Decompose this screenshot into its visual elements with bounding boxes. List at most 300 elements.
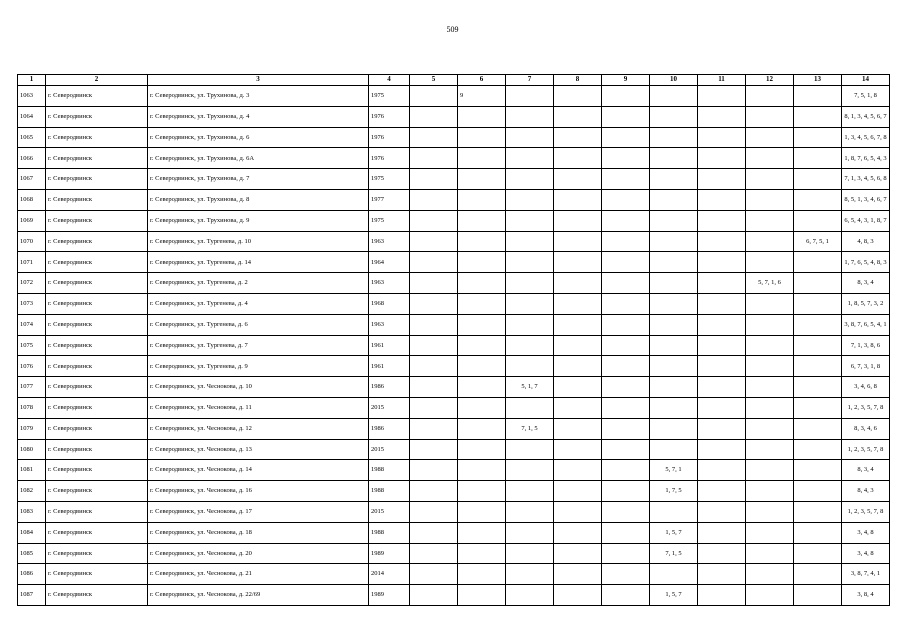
col5-cell <box>410 481 458 502</box>
col5-cell <box>410 543 458 564</box>
address-cell: г. Северодвинск, ул. Тургенева, д. 4 <box>148 293 369 314</box>
col7-cell <box>506 439 554 460</box>
col10-cell <box>650 210 698 231</box>
col10-cell <box>650 273 698 294</box>
col13-cell <box>794 106 842 127</box>
col7-cell <box>506 252 554 273</box>
col9-cell <box>602 543 650 564</box>
year-cell: 1976 <box>369 127 410 148</box>
col10-cell <box>650 148 698 169</box>
year-cell: 1963 <box>369 314 410 335</box>
col6-cell <box>458 585 506 606</box>
col10-cell <box>650 418 698 439</box>
col9-cell <box>602 460 650 481</box>
col11-cell <box>698 543 746 564</box>
table-row <box>18 231 890 252</box>
address-cell: г. Северодвинск, ул. Тургенева, д. 9 <box>148 356 369 377</box>
col12-cell <box>746 210 794 231</box>
column-header: 3 <box>148 75 369 86</box>
col7-cell <box>506 273 554 294</box>
row-number: 1063 <box>18 86 46 107</box>
row-number: 1073 <box>18 293 46 314</box>
year-cell: 2015 <box>369 501 410 522</box>
address-cell: г. Северодвинск, ул. Тургенева, д. 6 <box>148 314 369 335</box>
col13-cell <box>794 314 842 335</box>
col7-cell <box>506 231 554 252</box>
address-cell: г. Северодвинск, ул. Чеснокова, д. 18 <box>148 522 369 543</box>
col10-cell <box>650 564 698 585</box>
row-number: 1078 <box>18 397 46 418</box>
col14-cell: 3, 8, 4 <box>842 585 890 606</box>
col14-cell: 8, 4, 3 <box>842 481 890 502</box>
col8-cell <box>554 564 602 585</box>
row-number: 1070 <box>18 231 46 252</box>
settlement-cell: г. Северодвинск <box>46 377 148 398</box>
col6-cell <box>458 377 506 398</box>
col11-cell <box>698 169 746 190</box>
col8-cell <box>554 210 602 231</box>
settlement-cell: г. Северодвинск <box>46 585 148 606</box>
col10-cell <box>650 335 698 356</box>
col11-cell <box>698 293 746 314</box>
col13-cell <box>794 564 842 585</box>
row-number: 1085 <box>18 543 46 564</box>
col10-cell <box>650 293 698 314</box>
col14-cell: 3, 4, 8 <box>842 543 890 564</box>
col7-cell <box>506 481 554 502</box>
table-row <box>18 501 890 522</box>
col13-cell <box>794 293 842 314</box>
row-number: 1075 <box>18 335 46 356</box>
col13-cell <box>794 252 842 273</box>
col9-cell <box>602 231 650 252</box>
col5-cell <box>410 293 458 314</box>
row-number: 1072 <box>18 273 46 294</box>
col9-cell <box>602 522 650 543</box>
col6-cell <box>458 106 506 127</box>
settlement-cell: г. Северодвинск <box>46 148 148 169</box>
row-number: 1087 <box>18 585 46 606</box>
col9-cell <box>602 418 650 439</box>
col12-cell <box>746 501 794 522</box>
col13-cell <box>794 460 842 481</box>
col5-cell <box>410 356 458 377</box>
column-header: 11 <box>698 75 746 86</box>
address-cell: г. Северодвинск, ул. Трухинова, д. 6А <box>148 148 369 169</box>
col11-cell <box>698 460 746 481</box>
col10-cell <box>650 314 698 335</box>
col10-cell <box>650 356 698 377</box>
col13-cell <box>794 86 842 107</box>
col8-cell <box>554 522 602 543</box>
col14-cell: 6, 7, 3, 1, 8 <box>842 356 890 377</box>
year-cell: 2014 <box>369 564 410 585</box>
col8-cell <box>554 585 602 606</box>
col10-cell <box>650 439 698 460</box>
col7-cell <box>506 189 554 210</box>
settlement-cell: г. Северодвинск <box>46 127 148 148</box>
col9-cell <box>602 293 650 314</box>
col6-cell <box>458 356 506 377</box>
col9-cell <box>602 377 650 398</box>
col6-cell <box>458 169 506 190</box>
col13-cell <box>794 501 842 522</box>
col11-cell <box>698 273 746 294</box>
col12-cell <box>746 106 794 127</box>
table-row <box>18 418 890 439</box>
col5-cell <box>410 210 458 231</box>
col5-cell <box>410 501 458 522</box>
col7-cell <box>506 460 554 481</box>
col14-cell: 8, 3, 4 <box>842 460 890 481</box>
table-row <box>18 356 890 377</box>
header-row <box>18 75 890 86</box>
col8-cell <box>554 397 602 418</box>
table-row <box>18 377 890 398</box>
col8-cell <box>554 86 602 107</box>
col6-cell: 9 <box>458 86 506 107</box>
col9-cell <box>602 189 650 210</box>
year-cell: 1975 <box>369 210 410 231</box>
col14-cell: 3, 8, 7, 4, 1 <box>842 564 890 585</box>
col13-cell: 6, 7, 5, 1 <box>794 231 842 252</box>
col6-cell <box>458 397 506 418</box>
col9-cell <box>602 335 650 356</box>
year-cell: 1976 <box>369 106 410 127</box>
col5-cell <box>410 460 458 481</box>
table-row <box>18 127 890 148</box>
col14-cell: 1, 2, 3, 5, 7, 8 <box>842 439 890 460</box>
year-cell: 1989 <box>369 585 410 606</box>
col14-cell: 1, 8, 7, 6, 5, 4, 3 <box>842 148 890 169</box>
col5-cell <box>410 418 458 439</box>
col6-cell <box>458 273 506 294</box>
col7-cell <box>506 106 554 127</box>
col10-cell <box>650 106 698 127</box>
col10-cell <box>650 501 698 522</box>
col11-cell <box>698 148 746 169</box>
col13-cell <box>794 169 842 190</box>
col13-cell <box>794 481 842 502</box>
col12-cell <box>746 418 794 439</box>
page-number: 509 <box>446 25 459 34</box>
col6-cell <box>458 460 506 481</box>
col10-cell: 7, 1, 5 <box>650 543 698 564</box>
row-number: 1079 <box>18 418 46 439</box>
column-header: 10 <box>650 75 698 86</box>
address-cell: г. Северодвинск, ул. Тургенева, д. 14 <box>148 252 369 273</box>
col12-cell <box>746 293 794 314</box>
settlement-cell: г. Северодвинск <box>46 439 148 460</box>
col6-cell <box>458 481 506 502</box>
row-number: 1077 <box>18 377 46 398</box>
col6-cell <box>458 314 506 335</box>
table-row <box>18 397 890 418</box>
col10-cell <box>650 377 698 398</box>
col13-cell <box>794 418 842 439</box>
col12-cell <box>746 439 794 460</box>
year-cell: 1976 <box>369 148 410 169</box>
col7-cell <box>506 501 554 522</box>
col11-cell <box>698 252 746 273</box>
year-cell: 1988 <box>369 481 410 502</box>
col14-cell: 3, 4, 8 <box>842 522 890 543</box>
year-cell: 1964 <box>369 252 410 273</box>
year-cell: 1986 <box>369 418 410 439</box>
column-header: 1 <box>18 75 46 86</box>
row-number: 1067 <box>18 169 46 190</box>
column-header: 13 <box>794 75 842 86</box>
address-cell: г. Северодвинск, ул. Чеснокова, д. 21 <box>148 564 369 585</box>
col11-cell <box>698 397 746 418</box>
col11-cell <box>698 481 746 502</box>
col7-cell: 5, 1, 7 <box>506 377 554 398</box>
col13-cell <box>794 335 842 356</box>
col10-cell: 1, 7, 5 <box>650 481 698 502</box>
table-row <box>18 335 890 356</box>
col9-cell <box>602 585 650 606</box>
year-cell: 1975 <box>369 169 410 190</box>
col14-cell: 7, 5, 1, 8 <box>842 86 890 107</box>
col14-cell: 1, 3, 4, 5, 6, 7, 8 <box>842 127 890 148</box>
col10-cell <box>650 189 698 210</box>
table-row <box>18 585 890 606</box>
address-cell: г. Северодвинск, ул. Чеснокова, д. 11 <box>148 397 369 418</box>
table-row <box>18 273 890 294</box>
col13-cell <box>794 522 842 543</box>
col13-cell <box>794 585 842 606</box>
settlement-cell: г. Северодвинск <box>46 86 148 107</box>
address-cell: г. Северодвинск, ул. Чеснокова, д. 13 <box>148 439 369 460</box>
address-cell: г. Северодвинск, ул. Трухинова, д. 4 <box>148 106 369 127</box>
col7-cell <box>506 293 554 314</box>
year-cell: 1977 <box>369 189 410 210</box>
column-header: 6 <box>458 75 506 86</box>
settlement-cell: г. Северодвинск <box>46 335 148 356</box>
col13-cell <box>794 127 842 148</box>
col5-cell <box>410 231 458 252</box>
col12-cell <box>746 481 794 502</box>
col9-cell <box>602 564 650 585</box>
col13-cell <box>794 273 842 294</box>
row-number: 1069 <box>18 210 46 231</box>
table-row <box>18 148 890 169</box>
col5-cell <box>410 335 458 356</box>
col6-cell <box>458 335 506 356</box>
settlement-cell: г. Северодвинск <box>46 501 148 522</box>
col11-cell <box>698 418 746 439</box>
col8-cell <box>554 543 602 564</box>
col5-cell <box>410 273 458 294</box>
col12-cell <box>746 397 794 418</box>
col8-cell <box>554 356 602 377</box>
col6-cell <box>458 127 506 148</box>
settlement-cell: г. Северодвинск <box>46 210 148 231</box>
col14-cell: 1, 7, 6, 5, 4, 8, 3 <box>842 252 890 273</box>
year-cell: 2015 <box>369 397 410 418</box>
col12-cell <box>746 460 794 481</box>
table-row <box>18 210 890 231</box>
col7-cell <box>506 314 554 335</box>
col7-cell <box>506 564 554 585</box>
row-number: 1066 <box>18 148 46 169</box>
col11-cell <box>698 189 746 210</box>
year-cell: 1988 <box>369 522 410 543</box>
settlement-cell: г. Северодвинск <box>46 169 148 190</box>
year-cell: 1988 <box>369 460 410 481</box>
col11-cell <box>698 585 746 606</box>
col8-cell <box>554 481 602 502</box>
table-row <box>18 564 890 585</box>
row-number: 1068 <box>18 189 46 210</box>
col8-cell <box>554 377 602 398</box>
column-header: 5 <box>410 75 458 86</box>
settlement-cell: г. Северодвинск <box>46 106 148 127</box>
settlement-cell: г. Северодвинск <box>46 460 148 481</box>
col12-cell <box>746 377 794 398</box>
col10-cell <box>650 169 698 190</box>
col5-cell <box>410 397 458 418</box>
col6-cell <box>458 293 506 314</box>
col14-cell: 1, 2, 3, 5, 7, 8 <box>842 397 890 418</box>
col14-cell: 6, 5, 4, 3, 1, 8, 7 <box>842 210 890 231</box>
col13-cell <box>794 439 842 460</box>
address-cell: г. Северодвинск, ул. Чеснокова, д. 10 <box>148 377 369 398</box>
col14-cell: 8, 3, 4, 6 <box>842 418 890 439</box>
col11-cell <box>698 356 746 377</box>
col9-cell <box>602 252 650 273</box>
col7-cell <box>506 585 554 606</box>
col5-cell <box>410 439 458 460</box>
col5-cell <box>410 106 458 127</box>
col10-cell: 1, 5, 7 <box>650 585 698 606</box>
col7-cell: 7, 1, 5 <box>506 418 554 439</box>
col6-cell <box>458 148 506 169</box>
col8-cell <box>554 501 602 522</box>
col11-cell <box>698 377 746 398</box>
col11-cell <box>698 231 746 252</box>
table-body <box>18 86 890 606</box>
col9-cell <box>602 86 650 107</box>
col5-cell <box>410 564 458 585</box>
col12-cell <box>746 522 794 543</box>
row-number: 1080 <box>18 439 46 460</box>
col12-cell: 5, 7, 1, 6 <box>746 273 794 294</box>
column-header: 7 <box>506 75 554 86</box>
row-number: 1074 <box>18 314 46 335</box>
settlement-cell: г. Северодвинск <box>46 356 148 377</box>
col8-cell <box>554 460 602 481</box>
address-cell: г. Северодвинск, ул. Трухинова, д. 7 <box>148 169 369 190</box>
col9-cell <box>602 210 650 231</box>
col11-cell <box>698 127 746 148</box>
col11-cell <box>698 564 746 585</box>
col12-cell <box>746 335 794 356</box>
col11-cell <box>698 522 746 543</box>
col10-cell <box>650 397 698 418</box>
table-row <box>18 314 890 335</box>
col7-cell <box>506 86 554 107</box>
settlement-cell: г. Северодвинск <box>46 252 148 273</box>
year-cell: 1986 <box>369 377 410 398</box>
year-cell: 1961 <box>369 356 410 377</box>
settlement-cell: г. Северодвинск <box>46 189 148 210</box>
col14-cell: 1, 2, 3, 5, 7, 8 <box>842 501 890 522</box>
col9-cell <box>602 397 650 418</box>
address-cell: г. Северодвинск, ул. Чеснокова, д. 20 <box>148 543 369 564</box>
year-cell: 1989 <box>369 543 410 564</box>
col8-cell <box>554 252 602 273</box>
col11-cell <box>698 106 746 127</box>
table-row <box>18 189 890 210</box>
col7-cell <box>506 543 554 564</box>
settlement-cell: г. Северодвинск <box>46 543 148 564</box>
col9-cell <box>602 481 650 502</box>
col11-cell <box>698 314 746 335</box>
col7-cell <box>506 210 554 231</box>
col8-cell <box>554 314 602 335</box>
col8-cell <box>554 169 602 190</box>
year-cell: 2015 <box>369 439 410 460</box>
year-cell: 1975 <box>369 86 410 107</box>
col6-cell <box>458 189 506 210</box>
col7-cell <box>506 356 554 377</box>
col10-cell: 1, 5, 7 <box>650 522 698 543</box>
col13-cell <box>794 189 842 210</box>
col10-cell <box>650 127 698 148</box>
col9-cell <box>602 127 650 148</box>
col8-cell <box>554 148 602 169</box>
col7-cell <box>506 397 554 418</box>
col6-cell <box>458 543 506 564</box>
row-number: 1076 <box>18 356 46 377</box>
settlement-cell: г. Северодвинск <box>46 522 148 543</box>
settlement-cell: г. Северодвинск <box>46 293 148 314</box>
col10-cell <box>650 86 698 107</box>
table-row <box>18 481 890 502</box>
col12-cell <box>746 189 794 210</box>
row-number: 1071 <box>18 252 46 273</box>
col9-cell <box>602 169 650 190</box>
address-cell: г. Северодвинск, ул. Тургенева, д. 10 <box>148 231 369 252</box>
col14-cell: 1, 8, 5, 7, 3, 2 <box>842 293 890 314</box>
table-row <box>18 86 890 107</box>
col14-cell: 7, 1, 3, 4, 5, 6, 8 <box>842 169 890 190</box>
settlement-cell: г. Северодвинск <box>46 231 148 252</box>
col14-cell: 4, 8, 3 <box>842 231 890 252</box>
year-cell: 1968 <box>369 293 410 314</box>
row-number: 1086 <box>18 564 46 585</box>
table-row <box>18 460 890 481</box>
col6-cell <box>458 210 506 231</box>
settlement-cell: г. Северодвинск <box>46 314 148 335</box>
col10-cell: 5, 7, 1 <box>650 460 698 481</box>
row-number: 1065 <box>18 127 46 148</box>
col5-cell <box>410 314 458 335</box>
address-cell: г. Северодвинск, ул. Чеснокова, д. 12 <box>148 418 369 439</box>
col11-cell <box>698 210 746 231</box>
col12-cell <box>746 231 794 252</box>
column-header: 12 <box>746 75 794 86</box>
col14-cell: 8, 1, 3, 4, 5, 6, 7 <box>842 106 890 127</box>
settlement-cell: г. Северодвинск <box>46 418 148 439</box>
table-row <box>18 252 890 273</box>
col5-cell <box>410 148 458 169</box>
col10-cell <box>650 231 698 252</box>
col13-cell <box>794 356 842 377</box>
col6-cell <box>458 231 506 252</box>
col5-cell <box>410 252 458 273</box>
